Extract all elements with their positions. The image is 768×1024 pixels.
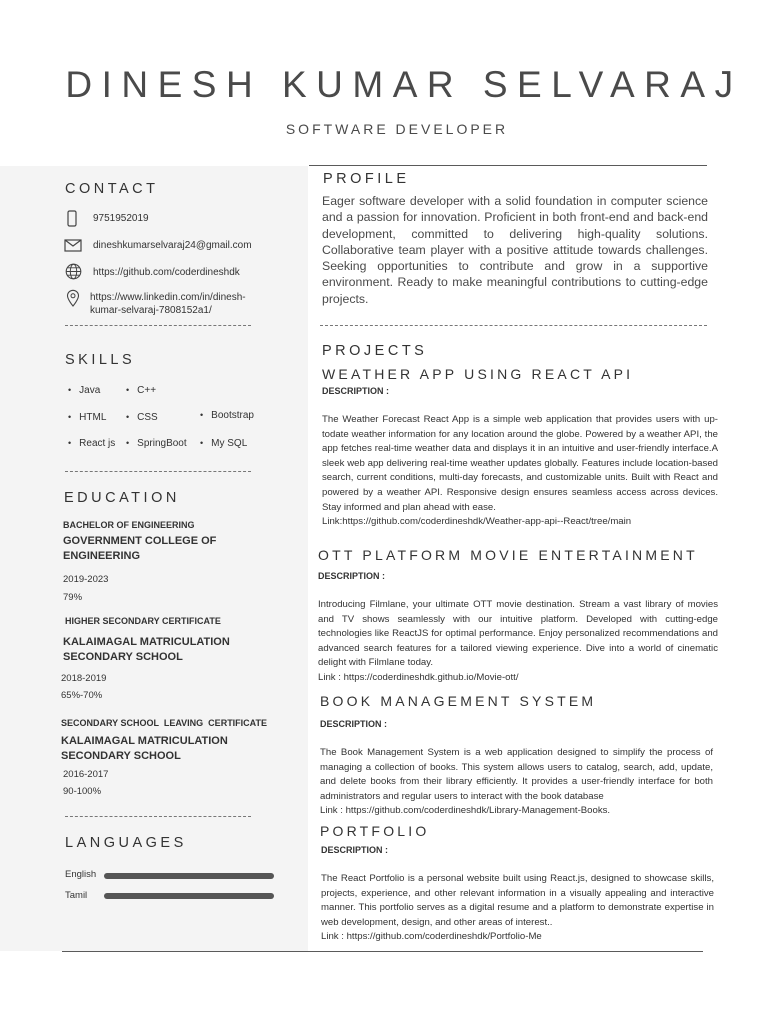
- project-link[interactable]: Link : https://github.com/coderdineshdk/Portfolio-Me: [321, 931, 542, 942]
- project-description: The Book Management System is a web application designed to simplify the process of managing a collection of books. This system allows users to catalog, search, add, update, and delete books from their library efficiently. It provides a user-friendly interface for both administrators and regular users to interact with the book database: [320, 747, 713, 802]
- education-degree: HIGHER SECONDARY CERTIFICATE: [65, 616, 221, 626]
- education-degree: SECONDARY SCHOOL LEAVING CERTIFICATE: [61, 718, 268, 728]
- footer-rule: [62, 951, 703, 952]
- project-description: The React Portfolio is a personal website built using React.js, designed to showcase skills, projects, experience, and other relevant information in a visually appealing and interactive manner. This portfolio serves as a digital resume and a platform to demonstrate expertise in web development, design, and other areas of interest..: [321, 873, 714, 928]
- candidate-name: DINESH KUMAR SELVARAJ: [65, 64, 743, 105]
- education-years: 2016-2017: [63, 769, 109, 780]
- job-title: SOFTWARE DEVELOPER: [285, 121, 509, 137]
- education-score: 79%: [63, 592, 83, 603]
- language-name: English: [65, 869, 97, 880]
- languages-heading: LANGUAGES: [65, 835, 187, 851]
- skills-divider: [65, 471, 251, 472]
- project-title: OTT PLATFORM MOVIE ENTERTAINMENT: [318, 547, 698, 563]
- education-school: KALAIMAGAL MATRICULATION SECONDARY SCHOOL: [63, 636, 230, 663]
- linkedin-line-1: https://www.linkedin.com/in/dinesh-: [90, 292, 246, 303]
- linkedin-line-2: kumar-selvaraj-7808152a1/: [90, 305, 212, 316]
- project-description-label: DESCRIPTION :: [321, 845, 389, 855]
- project-link[interactable]: Link:https://github.com/coderdineshdk/Weather-app-api--React/tree/main: [322, 516, 632, 527]
- language-bar-fill: [104, 873, 274, 879]
- education-school: GOVERNMENT COLLEGE OF ENGINEERING: [63, 535, 217, 562]
- project-link[interactable]: Link : https://coderdineshdk.github.io/Movie-ott/: [318, 672, 519, 683]
- phone-icon: [63, 210, 81, 226]
- contact-heading: CONTACT: [65, 181, 159, 197]
- profile-summary: Eager software developer with a solid foundation in computer science and a passion for innovation. Proficient in both front-end and back-end development, committed to delivering high-quality solutions. Collaborative team player with a positive attitude towards challenges. Seeking opportunities to contribute and grow in a supportive environment. Ready to make meaningful contributions to cutting-edge projects.: [322, 194, 708, 306]
- language-bar: [104, 873, 274, 879]
- profile-heading: PROFILE: [323, 171, 410, 187]
- skill-item: • Java: [68, 385, 100, 396]
- project-title: PORTFOLIO: [320, 823, 430, 839]
- language-bar: [104, 893, 274, 899]
- skill-item: • C++: [126, 385, 156, 396]
- projects-heading: PROJECTS: [322, 343, 428, 359]
- education-score: 90-100%: [63, 786, 102, 797]
- education-heading: EDUCATION: [64, 490, 180, 506]
- education-school: KALAIMAGAL MATRICULATION SECONDARY SCHOOL: [61, 735, 228, 762]
- project-link[interactable]: Link : https://github.com/coderdineshdk/Library-Management-Books.: [320, 805, 611, 816]
- skills-heading: SKILLS: [65, 352, 136, 368]
- project-description-label: DESCRIPTION :: [320, 719, 388, 729]
- skill-item: • CSS: [126, 412, 158, 423]
- location-pin-icon: [64, 290, 82, 306]
- profile-divider: [320, 325, 707, 326]
- skill-item: • My SQL: [200, 438, 247, 449]
- project-description: The Weather Forecast React App is a simple web application that provides users with up-todate weather information for any location around the globe. Powered by a weather API, the app fetches real-time weather data and displays it in an intuitive and user-friendly interface.A sleek web app delivering real-time weather updates globally. Features include location-based search, current conditions, multi-day forecasts, and customizable units. Built with React and powered by a weather API. Responsive design ensures seamless access across devices. Stay informed and plan ahead with ease.: [322, 414, 718, 513]
- education-years: 2018-2019: [61, 673, 107, 684]
- globe-icon: [64, 263, 82, 279]
- education-degree: BACHELOR OF ENGINEERING: [63, 520, 195, 530]
- contact-divider: [65, 325, 251, 326]
- education-score: 65%-70%: [61, 690, 103, 701]
- skill-item: • HTML: [68, 412, 106, 423]
- language-name: Tamil: [65, 890, 88, 901]
- project-description: Introducing Filmlane, your ultimate OTT movie destination. Stream a vast library of movies and TV shows seamlessly with our intuitive platform. Developed with cutting-edge technologies like ReactJS for optimal performance. Enjoy personalized recommendations and advanced search features for a tailored viewing experience. Dive into a world of cinematic delight with Filmlane today.: [318, 599, 718, 669]
- education-divider: [65, 816, 251, 817]
- contact-linkedin[interactable]: [90, 291, 246, 317]
- profile-top-rule: [309, 165, 707, 166]
- contact-github[interactable]: https://github.com/coderdineshdk: [93, 267, 240, 278]
- language-bar-fill: [104, 893, 274, 899]
- contact-phone: 9751952019: [93, 213, 149, 224]
- email-icon: [64, 237, 82, 253]
- skill-item: • Bootstrap: [200, 410, 254, 421]
- project-title: BOOK MANAGEMENT SYSTEM: [320, 693, 597, 709]
- project-description-label: DESCRIPTION :: [322, 386, 390, 396]
- skill-item: • React js: [68, 438, 115, 449]
- project-description-label: DESCRIPTION :: [318, 571, 386, 581]
- contact-email[interactable]: dineshkumarselvaraj24@gmail.com: [93, 240, 252, 251]
- project-title: WEATHER APP USING REACT API: [322, 366, 634, 382]
- education-years: 2019-2023: [63, 574, 109, 585]
- skill-item: • SpringBoot: [126, 438, 187, 449]
